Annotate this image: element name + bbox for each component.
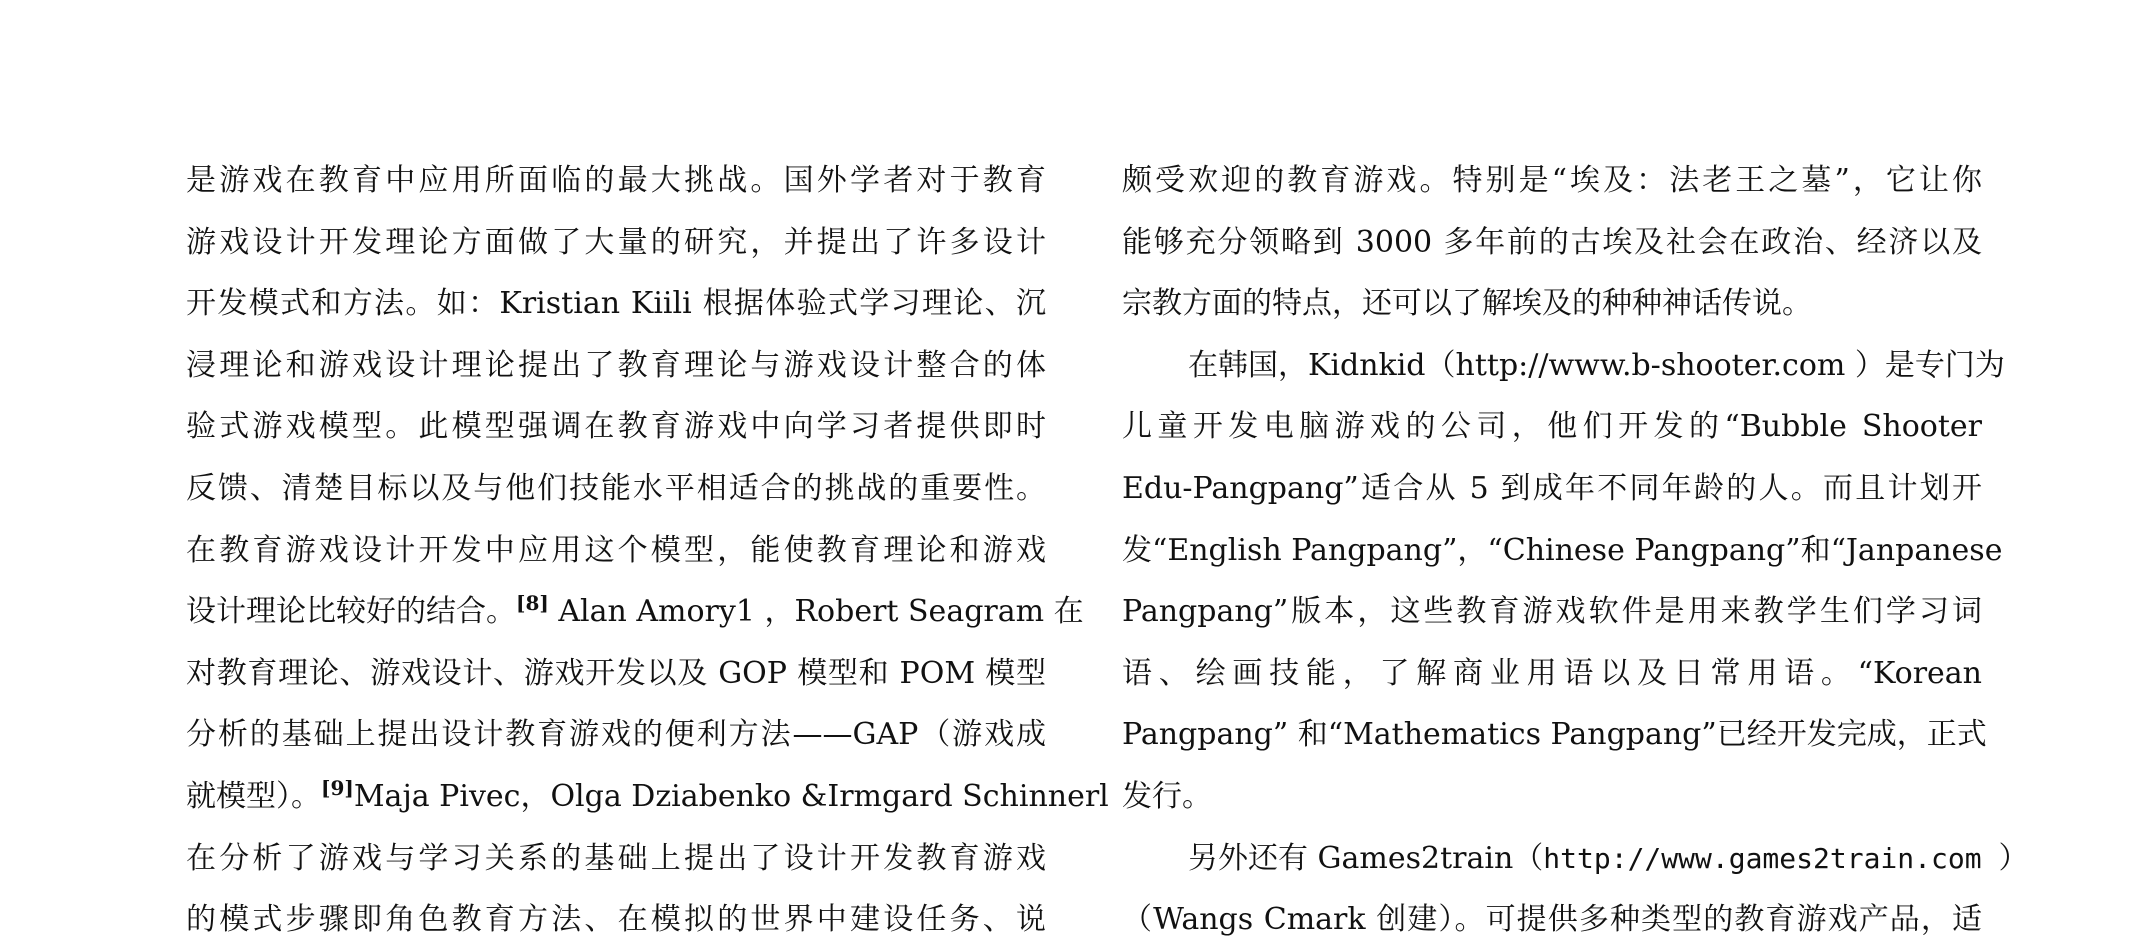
text-fragment: ） (1998, 840, 2029, 876)
text-line-with-citation (186, 581, 1084, 643)
text-fragment: 另外还有 Games2train（ (1188, 840, 1544, 876)
text-fragment: 设计理论比较好的结合。 (186, 594, 516, 630)
text-line: 游戏设计开发理论方面做了大量的研究，并提出了许多设计 (186, 224, 1046, 260)
right-column (1122, 150, 2029, 951)
text-line: Edu-Pangpang”适合从 5 到成年不同年龄的人。而且计划开 (1122, 470, 1982, 506)
text-line: 在教育游戏设计开发中应用这个模型，能使教育理论和游戏 (186, 532, 1046, 568)
text-line: 儿童开发电脑游戏的公司，他们开发的“Bubble Shooter (1122, 409, 1982, 445)
text-line-with-citation (186, 766, 1109, 828)
text-line: 验式游戏模型。此模型强调在教育游戏中向学习者提供即时 (186, 409, 1046, 445)
text-line: 是游戏在教育中应用所面临的最大挑战。国外学者对于教育 (186, 163, 1046, 198)
text-line: 能够充分领略到 3000 多年前的古埃及社会在政治、经济以及 (1122, 224, 1982, 260)
text-line: 宗教方面的特点，还可以了解埃及的种种神话传说。 (1122, 286, 1812, 322)
url-text: http://www.games2train.com (1543, 841, 1999, 875)
text-line: 颇受欢迎的教育游戏。特别是“埃及：法老王之墓”，它让你 (1122, 163, 1982, 198)
text-line: 语、绘画技能，了解商业用语以及日常用语。“Korean (1122, 655, 1982, 691)
text-line: 发“English Pangpang”，“Chinese Pangpang”和“Janpanese (1122, 532, 2003, 568)
citation-ref-9: [9] (321, 775, 354, 800)
text-line-with-url (1122, 828, 2029, 890)
text-line: 发行。 (1122, 778, 1212, 814)
text-line: 反馈、清楚目标以及与他们技能水平相适合的挑战的重要性。 (186, 470, 1046, 506)
citation-ref-8: [8] (516, 591, 549, 616)
text-line: 分析的基础上提出设计教育游戏的便利方法——GAP（游戏成 (186, 717, 1046, 753)
text-line: （Wangs Cmark 创建）。可提供多种类型的教育游戏产品，适 (1122, 902, 1982, 938)
text-fragment: Maja Pivec，Olga Dziabenko &Irmgard Schinnerl (353, 778, 1109, 814)
text-fragment: 就模型）。 (186, 778, 321, 814)
text-line: 在韩国，Kidnkid（http://www.b-shooter.com ）是专门为 (1188, 347, 2005, 383)
text-line: 在分析了游戏与学习关系的基础上提出了设计开发教育游戏 (186, 840, 1046, 876)
text-line: 开发模式和方法。如：Kristian Kiili 根据体验式学习理论、沉 (186, 286, 1046, 322)
text-line: Pangpang”版本，这些教育游戏软件是用来教学生们学习词 (1122, 594, 1982, 630)
left-column (186, 150, 1109, 951)
text-line: 的模式步骤即角色教育方法、在模拟的世界中建设任务、说 (186, 902, 1046, 938)
text-line: 对教育理论、游戏设计、游戏开发以及 GOP 模型和 POM 模型 (186, 655, 1046, 691)
text-line: Pangpang” 和“Mathematics Pangpang”已经开发完成，正式 (1122, 717, 1987, 753)
text-line: 浸理论和游戏设计理论提出了教育理论与游戏设计整合的体 (186, 347, 1046, 383)
text-fragment: Alan Amory1 ，Robert Seagram 在 (548, 594, 1084, 630)
